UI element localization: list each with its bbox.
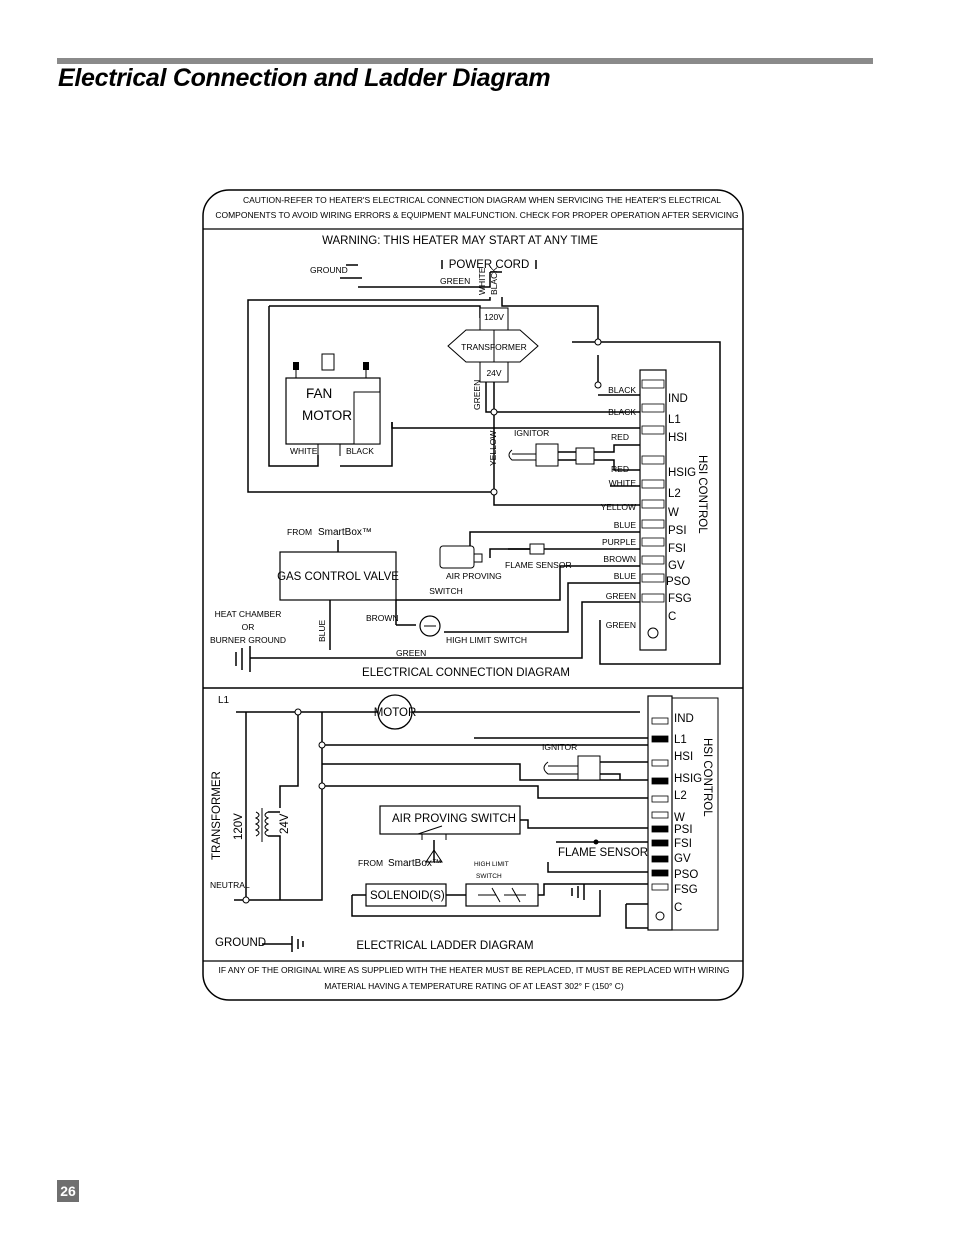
ladder-c-rung [626,904,648,928]
ladder-l1-label: L1 [218,695,230,706]
ladder-l2-rung [322,786,648,798]
ladder-ground-symbol [262,936,303,952]
wire-color-1: BLACK [608,407,636,417]
conn-ignitor-connector [576,448,594,464]
wire-color-10: GREEN [605,591,636,601]
wire-color-5: YELLOW [600,502,636,512]
transformer-primary-left [269,306,480,318]
power-green-label: GREEN [440,276,471,286]
ladder-high-limit-2: SWITCH [476,873,502,880]
wire-color-4: WHITE [608,478,636,488]
ladder-air-proving-label: AIR PROVING SWITCH [392,813,516,825]
conn-smartbox-label: SmartBox™ [318,527,372,538]
wire-color-9: BLUE [613,571,636,581]
ladder-smartbox-label: SmartBox™ [388,858,442,869]
green-fsg-wire [250,602,640,658]
ladder-motor-label: MOTOR [373,707,417,719]
fan-motor-top [322,354,334,370]
conn-from-label: FROM [287,527,313,537]
heat-chamber-3: BURNER GROUND [209,635,287,645]
wire-color-6: BLUE [613,520,636,530]
wire-color-8: BROWN [603,554,636,564]
footer-note-1: IF ANY OF THE ORIGINAL WIRE AS SUPPLIED WITH THE HEATER MUST BE REPLACED, IT MUST BE REPLACED WITH WIRING [218,965,730,975]
conn-term-l2: L2 [668,488,681,500]
transformer-24v-label: 24V [486,368,502,378]
black-hot-wire [502,297,598,342]
fan-motor-capacitor [354,392,380,444]
power-cord-label: POWER CORD [448,259,530,271]
gas-control-valve-label: GAS CONTROL VALVE [277,571,399,583]
ladder-gv-rung [538,884,648,895]
ladder-transformer-label: TRANSFORMER [211,771,223,860]
ladder-flame-sensor-dot [594,840,599,845]
ladder-ground-label: GROUND [215,937,267,949]
conn-ground-label: GROUND [310,265,348,275]
ladder-term-pso: PSO [674,869,699,881]
ladder-term-fsi: FSI [674,838,692,850]
ladder-term-ind: IND [674,713,694,725]
secondary-green-wire [486,382,494,412]
fan-white-label: WHITE [290,446,318,456]
ladder-high-limit-1: HIGH LIMIT [474,861,509,868]
ladder-term-l1: L1 [674,734,687,746]
conn-term-fsi: FSI [668,543,686,555]
conn-brown-label: BROWN [366,613,399,623]
ladder-term-hsig: HSIG [674,773,703,785]
ladder-120v-label: 120V [233,813,245,840]
ladder-ignitor-label: IGNITOR [542,742,578,752]
conn-term-fsg: FSG [668,593,692,605]
heat-chamber-2: OR [241,622,255,632]
caution-line-1: CAUTION-REFER TO HEATER'S ELECTRICAL CONNECTION DIAGRAM WHEN SERVICING THE HEATER'S ELECTRICAL [242,195,722,205]
conn-blue-vertical-label: BLUE [317,619,327,642]
ladder-ignitor-leads [600,762,648,780]
red-ignitor-wire-1 [594,445,640,452]
cord-white-label: WHITE [477,267,487,295]
ladder-hsi-control-label: HSI CONTROL [701,738,713,817]
ladder-term-psi: PSI [674,824,693,836]
page-title: Electrical Connection and Ladder Diagram [58,64,551,92]
conn-ignitor-plug [536,444,558,466]
fan-motor-post-right [363,362,369,370]
ladder-high-limit-box [466,884,538,906]
conn-air-proving-port [474,554,482,562]
conn-ignitor-label: IGNITOR [514,428,550,438]
conn-air-proving-2: SWITCH [429,586,463,596]
conn-ignitor-element [509,450,536,460]
conn-term-w: W [668,507,679,519]
caution-line-2: COMPONENTS TO AVOID WIRING ERRORS & EQUIPMENT MALFUNCTION. CHECK FOR PROPER OPERATION AFTER SERVICING [215,210,739,220]
ladder-w-rung [520,820,648,828]
ladder-term-hsi: HSI [674,751,694,763]
footer-note-2: MATERIAL HAVING A TEMPERATURE RATING OF AT LEAST 302° F (150° C) [324,981,624,991]
fan-motor-label-1: FAN [306,386,333,401]
conn-ignitor-leads [558,452,576,460]
flame-sensor-body [530,544,544,554]
conn-air-proving-1: AIR PROVING [446,571,502,581]
conn-high-limit-label: HIGH LIMIT SWITCH [446,635,528,645]
page-number: 26 [57,1180,79,1202]
conn-term-gv: GV [668,560,685,572]
wire-color-11: GREEN [605,620,636,630]
fan-black-label: BLACK [346,446,374,456]
wire-color-2: RED [611,432,629,442]
ladder-terminal-block [648,696,672,930]
secondary-yellow-label: YELLOW [488,430,498,466]
ladder-ignitor-element [544,762,578,774]
wire-color-0: BLACK [608,385,636,395]
conn-term-pso: PSO [666,576,691,588]
ladder-from-label: FROM [358,858,384,868]
ladder-term-c: C [674,902,683,914]
warning-text: WARNING: THIS HEATER MAY START AT ANY TIME [322,235,598,247]
conn-term-psi: PSI [668,525,687,537]
ladder-term-l2: L2 [674,790,687,802]
conn-hsi-control-label: HSI CONTROL [696,455,708,534]
heat-chamber-1: HEAT CHAMBER [214,609,282,619]
fan-motor-leads [318,444,340,456]
ladder-term-fsg: FSG [674,884,698,896]
conn-term-l1: L1 [668,414,681,426]
ladder-solenoids-label: SOLENOID(S) [370,890,445,902]
ladder-junctions [243,709,325,903]
conn-air-proving-switch [440,546,474,568]
transformer-label: TRANSFORMER [461,342,527,352]
ladder-flame-sensor-label: FLAME SENSOR [558,847,649,859]
ladder-neutral-label: NEUTRAL [210,880,250,890]
secondary-green-label: GREEN [472,379,482,410]
ladder-24v-label: 24V [279,813,291,834]
wire-color-3: RED [611,464,629,474]
fan-motor-post-left [293,362,299,370]
cord-black-label: BLACK [489,267,499,295]
conn-flame-sensor-label: FLAME SENSOR [505,560,572,570]
ladder-title: ELECTRICAL LADDER DIAGRAM [356,940,534,952]
conn-green-bottom-label: GREEN [396,648,427,658]
conn-term-hsi: HSI [668,432,688,444]
burner-ground-symbol [236,646,250,672]
wire-color-7: PURPLE [601,537,636,547]
conn-term-c: C [668,611,677,623]
conn-term-hsig: HSIG [668,467,697,479]
ladder-fsg-ground [572,884,584,900]
fan-motor-label-2: MOTOR [302,408,352,423]
ladder-term-gv: GV [674,853,691,865]
ladder-term-w: W [674,812,685,824]
transformer-120v-label: 120V [484,312,504,322]
conn-term-ind: IND [668,393,688,405]
ladder-neutral-rail [234,712,322,900]
connection-title: ELECTRICAL CONNECTION DIAGRAM [362,667,570,679]
ladder-ignitor-plug [578,756,600,780]
ladder-transformer-primary [280,712,298,808]
